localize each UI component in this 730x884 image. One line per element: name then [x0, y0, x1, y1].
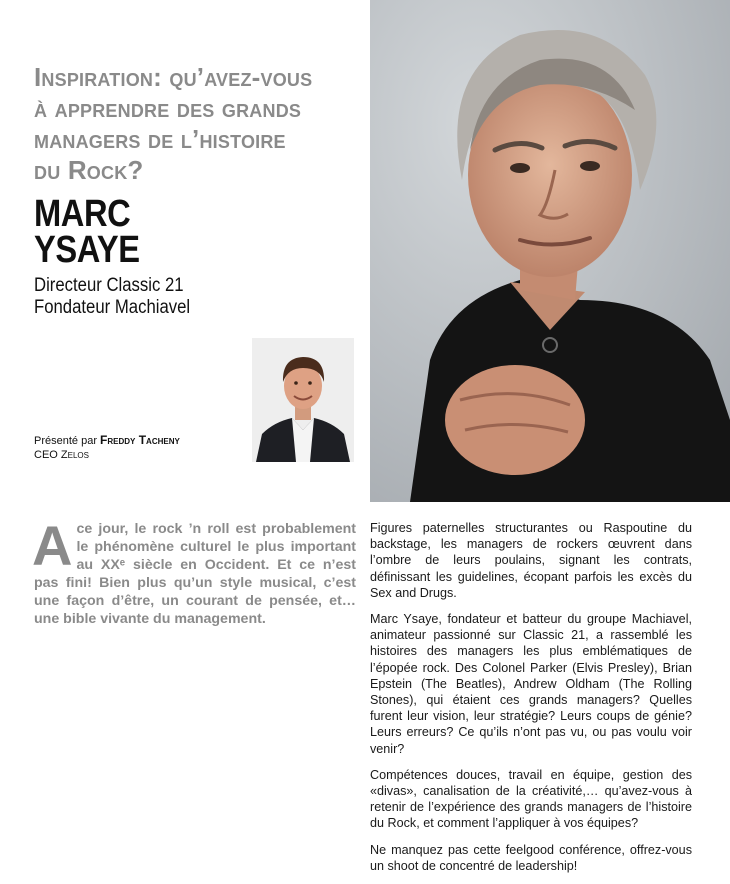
drop-cap: A: [32, 514, 73, 577]
presenter-title-line: [34, 448, 180, 462]
presenter-prefix: Présenté par: [34, 435, 97, 447]
body-paragraph: Compétences douces, travail en équipe, gestion des «divas», canalisation de la créativité,… qu’avez-vous à retenir de l’expérience des grands managers de l’histoire du Rock, et comment l’appliquer à vos équipes?: [370, 767, 692, 831]
intro-paragraph: [32, 514, 356, 628]
speaker-photo: [370, 0, 730, 502]
intro-text: [32, 514, 356, 628]
presenter-credit: [34, 433, 180, 462]
speaker-roles: [34, 275, 190, 319]
speaker-first-name: MARC: [34, 193, 131, 235]
body-paragraph: Ne manquez pas cette feelgood conférence, offrez-vous un shoot de concentré de leadership!: [370, 842, 692, 873]
headline-line: à apprendre des grands: [34, 93, 302, 123]
speaker-role: Fondateur Machiavel: [34, 297, 191, 318]
body-paragraph: Marc Ysaye, fondateur et batteur du groupe Machiavel, animateur passionné sur Classic 21, a rassemblé les histoires des managers les plus emblématiques de l’épopée rock. Des Colonel Parker (Elvis Presley), Brian Epstein (The Beatles), Andrew Oldham (The Rolling Stones), qui étaient ces grands managers? Quelles furent leur vision, leur stratégie? Leurs coups de génie? Leurs erreurs? Ce qu’ils n’ont pas vu, ou pas voulu voir venir?: [370, 612, 692, 756]
headline-line: Inspiration: qu’avez-vous: [34, 62, 313, 92]
presenter-company: Zelos: [60, 449, 89, 461]
intro-body: ce jour, le rock ’n roll est probablement le phénomène culturel le plus important au XXᵉ siècle en Occident. Et ce n’est pas fini! Bien plus qu’un style musical, c’est une façon d’être, un courant de pensée, et… une bible vivante du management.: [34, 521, 356, 627]
speaker-portrait-illustration: [370, 0, 730, 502]
presenter-photo: [252, 338, 354, 462]
speaker-name: [34, 193, 140, 271]
presenter-name: Freddy Tacheny: [100, 433, 180, 447]
speaker-last-name: YSAYE: [34, 229, 140, 271]
presenter-line: [34, 433, 180, 448]
body-paragraph: Figures paternelles structurantes ou Raspoutine du backstage, les managers de rockers œuvrent dans l’ombre de leurs poulains, signant les contrats, définissant les guidelines, écopant parfois les excès du Sex and Drugs.: [370, 521, 692, 600]
headline-line: du Rock?: [34, 155, 144, 185]
article-body: [370, 520, 692, 884]
speaker-role: Directeur Classic 21: [34, 275, 184, 296]
presenter-portrait-illustration: [252, 338, 354, 462]
headline-line: managers de l’histoire: [34, 124, 286, 154]
headline: [34, 62, 354, 186]
presenter-title: CEO: [34, 449, 58, 461]
